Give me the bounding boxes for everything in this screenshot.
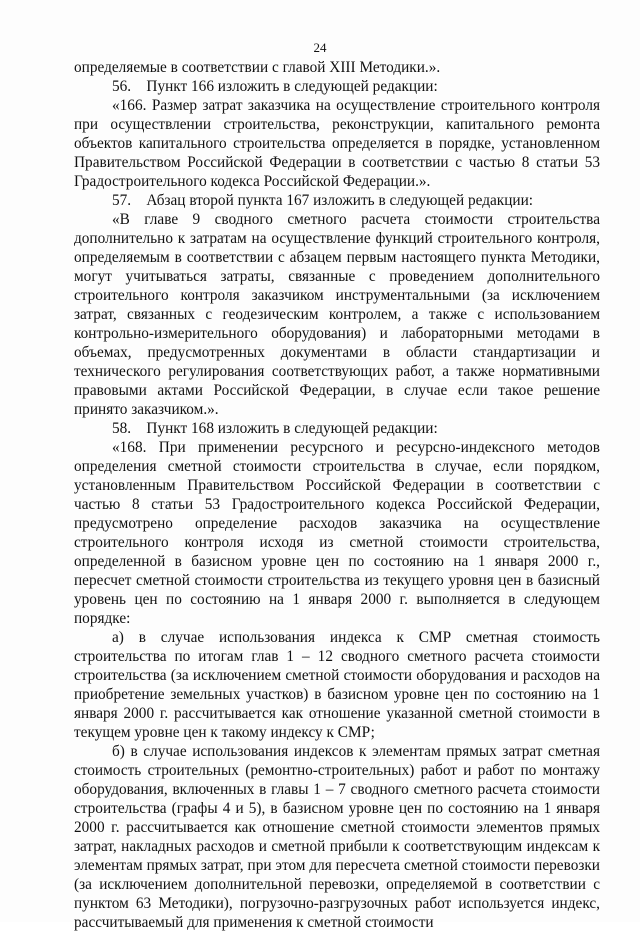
item-56-heading: 56. Пункт 166 изложить в следующей редакции: — [112, 78, 438, 95]
paragraph-166: «166. Размер затрат заказчика на осуществление строительного контроля при осуществлении строительства, реконструкции, капитального ремонта объектов капитального строительства определяется в порядке, установленном Правительством Российской Федерации в соответствии с частью 8 статьи 53 Градостроительного кодекса Российской Федерации.». — [74, 97, 600, 190]
document-body — [74, 58, 600, 932]
paragraph-continuation: определяемые в соответствии с главой XIII Методики.». — [74, 59, 441, 76]
paragraph-167: «В главе 9 сводного сметного расчета стоимости строительства дополнительно к затратам на осуществление функций строительного контроля, определяемым в соответствии с абзацем первым настоящего пункта Методики, могут учитываться затраты, связанные с проведением дополнительного строительного контроля заказчиком инструментальными (за исключением затрат, связанных с геодезическим контролем, а также с использованием контрольно-измерительного оборудования) и лабораторными методами в объемах, предусмотренных документами в области стандартизации и технического регулирования соответствующих работ, а также нормативными правовыми актами Российской Федерации, в случае если такое решение принято заказчиком.». — [74, 211, 600, 418]
paragraph-168-b: б) в случае использования индексов к элементам прямых затрат сметная стоимость строительных (ремонтно-строительных) работ и работ по монтажу оборудования, включенных в главы 1 – 7 сводного сметного расчета стоимости строительства (графы 4 и 5), в базисном уровне цен по состоянию на 1 января 2000 г. рассчитывается как отношение сметной стоимости элементов прямых затрат, накладных расходов и сметной прибыли к соответствующим индексам к элементам прямых затрат, при этом для пересчета сметной стоимости перевозки (за исключением дополнительной перевозки, определяемой в соответствии с пунктом 63 Методики), погрузочно-разгрузочных работ используется индекс, рассчитываемый для применения к сметной стоимости — [74, 743, 600, 931]
paragraph-168-a: а) в случае использования индекса к СМР сметная стоимость строительства по итогам глав 1 – 12 сводного сметного расчета стоимости строительства (за исключением сметной стоимости оборудования и расходов на приобретение земельных участков) в базисном уровне цен по состоянию на 1 января 2000 г. рассчитывается как отношение указанной сметной стоимости в текущем уровне цен к такому индексу к СМР; — [74, 629, 600, 741]
paragraph-168: «168. При применении ресурсного и ресурсно-индексного методов определения сметной стоимости строительства в случае, если порядком, установленным Правительством Российской Федерации в соответствии с частью 8 статьи 53 Градостроительного кодекса Российской Федерации, предусмотрено определение расходов заказчика на осуществление строительного контроля исходя из сметной стоимости строительства, определенной в базисном уровне цен по состоянию на 1 января 2000 г., пересчет сметной стоимости строительства из текущего уровня цен в базисный уровень цен по состоянию на 1 января 2000 г. выполняется в следующем порядке: — [74, 439, 600, 627]
item-57-heading: 57. Абзац второй пункта 167 изложить в следующей редакции: — [112, 192, 534, 209]
page-number: 24 — [313, 40, 327, 55]
item-58-heading: 58. Пункт 168 изложить в следующей редакции: — [112, 420, 438, 437]
